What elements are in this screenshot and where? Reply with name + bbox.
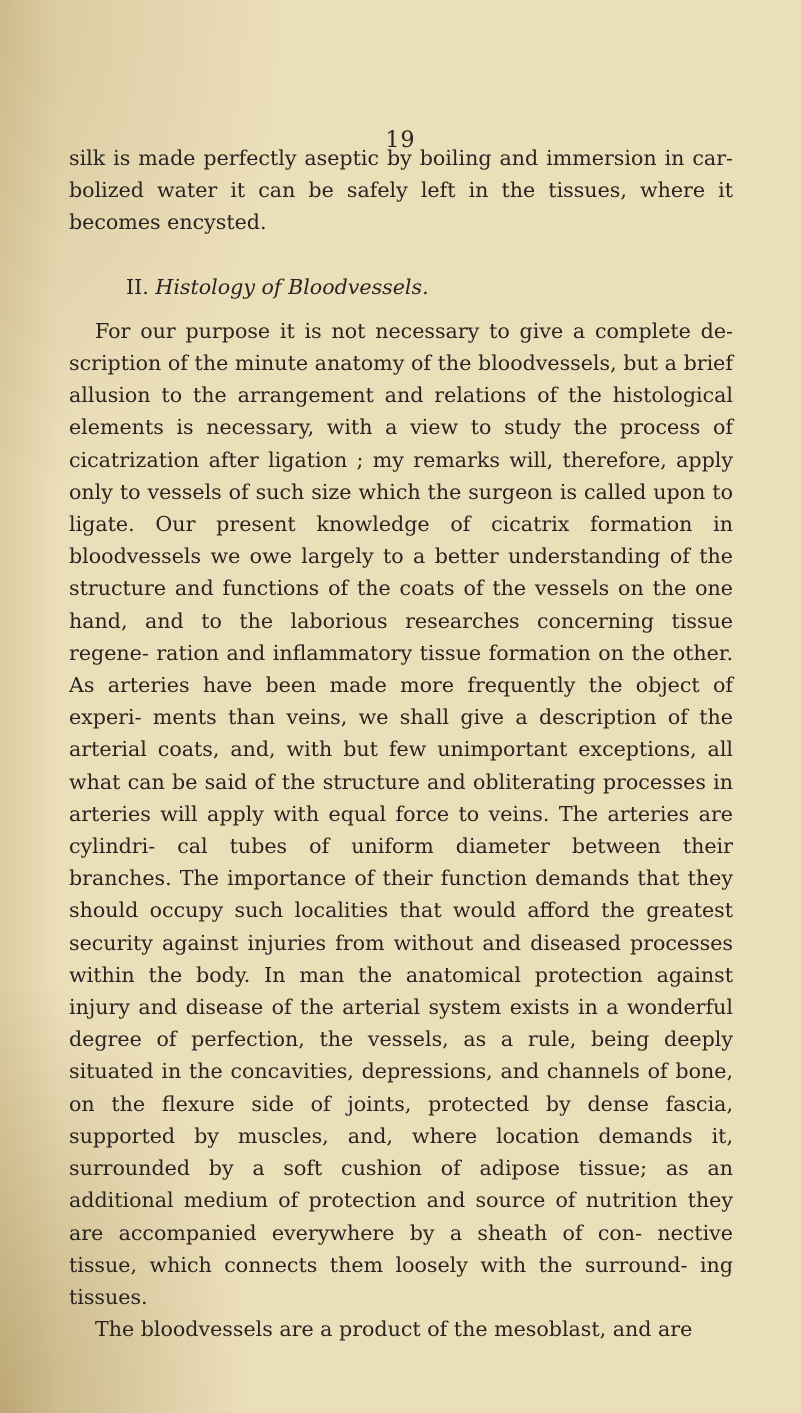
section-title: Histology of Bloodvessels. (155, 274, 429, 299)
main-paragraph: For our purpose it is not necessary to give a complete de- scription of the minute anatomy of the bloodvessels, but a brief allusion to the arrangement and relations of the histological elements is necessary, with a view to study the process of cicatrization after ligation ; my remarks will, therefore, apply only to vessels of such size which the surgeon is called upon to ligate. Our present knowledge of cicatrix formation in bloodvessels we owe largely to a better understanding of the structure and functions of the coats of the vessels on the one hand, and to the laborious researches concerning tissue regene- ration and inflammatory tissue formation on the other. As arteries have been made more frequently the object of experi- ments than veins, we shall give a description of the arterial coats, and, with but few unimportant exceptions, all what can be said of the structure and obliterating processes in arteries will apply with equal force to veins. The arteries are cylindri- cal tubes of uniform diameter between their branches. The importance of their function demands that they should occupy such localities that would afford the greatest security against injuries from without and diseased processes within the body. In man the anatomical protection against injury and disease of the arterial system exists in a wonderful degree of perfection, the vessels, as a rule, being deeply situated in the concavities, depressions, and channels of bone, on the flexure side of joints, protected by dense fascia, supported by muscles, and, where location demands it, surrounded by a soft cushion of adipose tissue; as an additional medium of protection and source of nutrition they are accompanied everywhere by a sheath of con- nective tissue, which connects them loosely with the surround- ing tissues. (69, 318, 733, 1309)
section-heading (69, 271, 733, 303)
last-paragraph: The bloodvessels are a product of the mesoblast, and are (95, 1317, 693, 1342)
body-text (69, 142, 733, 1345)
page-number: 19 (385, 128, 416, 153)
intro-paragraph: silk is made perfectly aseptic by boiling and immersion in car- bolized water it can be safely left in the tissues, where it becomes encysted. (69, 146, 733, 235)
section-number: II. (126, 274, 149, 299)
